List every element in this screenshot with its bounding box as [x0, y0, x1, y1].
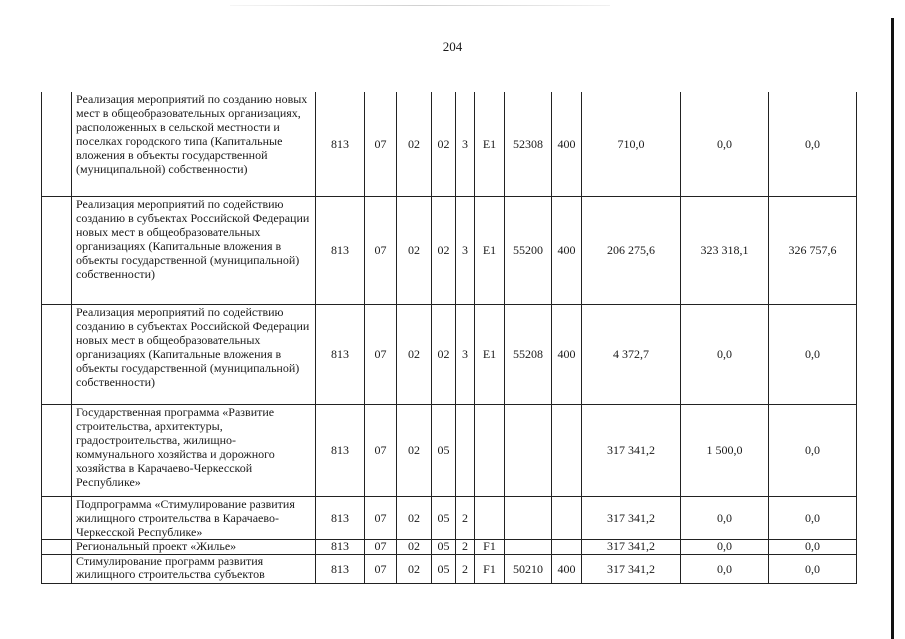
target-subprogram-code: 2	[456, 554, 475, 583]
target-direction-code: 55200	[505, 196, 552, 304]
target-direction-code	[505, 404, 552, 496]
target-direction-code: 55208	[505, 304, 552, 404]
target-subprogram-code: 2	[456, 539, 475, 554]
section-code: 07	[365, 304, 397, 404]
target-program-code: 02	[432, 196, 456, 304]
target-subprogram-code: 3	[456, 304, 475, 404]
table-row	[42, 554, 857, 583]
amount-year-3: 0,0	[769, 92, 857, 196]
subsection-code: 02	[397, 196, 432, 304]
subsection-code: 02	[397, 304, 432, 404]
amount-year-3: 326 757,6	[769, 196, 857, 304]
budget-table	[41, 92, 857, 584]
expense-type-code: 400	[552, 196, 582, 304]
target-program-code: 05	[432, 404, 456, 496]
grbs-code: 813	[316, 304, 365, 404]
expense-type-code	[552, 539, 582, 554]
table-row	[42, 92, 857, 196]
target-direction-code: 52308	[505, 92, 552, 196]
amount-year-3: 0,0	[769, 539, 857, 554]
expense-name: Подпрограмма «Стимулирование развития жилищного строительства в Карачаево-Черкесской Республике»	[72, 496, 316, 539]
row-marker-cell	[42, 554, 72, 583]
target-subprogram-code: 3	[456, 196, 475, 304]
amount-year-1: 4 372,7	[582, 304, 681, 404]
expense-name: Государственная программа «Развитие строительства, архитектуры, градостроительства, жилищно-коммунального хозяйства и дорожного хозяйства в Карачаево-Черкесской Республике»	[72, 404, 316, 496]
amount-year-3: 0,0	[769, 554, 857, 583]
amount-year-1: 710,0	[582, 92, 681, 196]
expense-name: Стимулирование программ развития жилищного строительства субъектов	[72, 554, 316, 583]
target-program-code: 02	[432, 304, 456, 404]
subsection-code: 02	[397, 496, 432, 539]
amount-year-2: 323 318,1	[681, 196, 769, 304]
amount-year-1: 317 341,2	[582, 539, 681, 554]
scan-edge-shadow	[891, 18, 894, 639]
amount-year-1: 317 341,2	[582, 496, 681, 539]
amount-year-1: 317 341,2	[582, 404, 681, 496]
scan-artifact-top	[230, 5, 610, 6]
target-direction-code	[505, 496, 552, 539]
target-subprogram-code: 2	[456, 496, 475, 539]
subsection-code: 02	[397, 539, 432, 554]
row-marker-cell	[42, 196, 72, 304]
table-row	[42, 304, 857, 404]
target-project-code: F1	[475, 539, 505, 554]
table-row	[42, 404, 857, 496]
amount-year-2: 0,0	[681, 304, 769, 404]
subsection-code: 02	[397, 404, 432, 496]
amount-year-3: 0,0	[769, 404, 857, 496]
expense-type-code: 400	[552, 554, 582, 583]
row-marker-cell	[42, 404, 72, 496]
subsection-code: 02	[397, 92, 432, 196]
grbs-code: 813	[316, 92, 365, 196]
target-project-code	[475, 496, 505, 539]
section-code: 07	[365, 539, 397, 554]
target-program-code: 02	[432, 92, 456, 196]
amount-year-2: 0,0	[681, 539, 769, 554]
expense-type-code	[552, 404, 582, 496]
target-project-code: E1	[475, 304, 505, 404]
target-project-code: F1	[475, 554, 505, 583]
target-direction-code	[505, 539, 552, 554]
subsection-code: 02	[397, 554, 432, 583]
grbs-code: 813	[316, 496, 365, 539]
row-marker-cell	[42, 304, 72, 404]
expense-type-code: 400	[552, 304, 582, 404]
amount-year-1: 317 341,2	[582, 554, 681, 583]
grbs-code: 813	[316, 554, 365, 583]
page-number: 204	[442, 39, 463, 54]
amount-year-2: 1 500,0	[681, 404, 769, 496]
expense-name: Реализация мероприятий по созданию новых мест в общеобразовательных организациях, расположенных в сельской местности и поселках городского типа (Капитальные вложения в объекты государственной (муниципальной) собственности)	[72, 92, 316, 196]
grbs-code: 813	[316, 404, 365, 496]
expense-name: Реализация мероприятий по содействию созданию в субъектах Российской Федерации новых мест в общеобразовательных организациях (Капитальные вложения в объекты государственной (муниципальной) собственности)	[72, 304, 316, 404]
row-marker-cell	[42, 539, 72, 554]
table-row	[42, 539, 857, 554]
section-code: 07	[365, 404, 397, 496]
expense-type-code	[552, 496, 582, 539]
target-subprogram-code	[456, 404, 475, 496]
section-code: 07	[365, 496, 397, 539]
target-program-code: 05	[432, 554, 456, 583]
amount-year-1: 206 275,6	[582, 196, 681, 304]
target-program-code: 05	[432, 496, 456, 539]
expense-name: Региональный проект «Жилье»	[72, 539, 316, 554]
expense-type-code: 400	[552, 92, 582, 196]
expense-name: Реализация мероприятий по содействию созданию в субъектах Российской Федерации новых мест в общеобразовательных организациях (Капитальные вложения в объекты государственной (муниципальной) собственности)	[72, 196, 316, 304]
section-code: 07	[365, 196, 397, 304]
row-marker-cell	[42, 496, 72, 539]
target-project-code: E1	[475, 196, 505, 304]
section-code: 07	[365, 92, 397, 196]
amount-year-2: 0,0	[681, 554, 769, 583]
target-subprogram-code: 3	[456, 92, 475, 196]
amount-year-3: 0,0	[769, 496, 857, 539]
amount-year-3: 0,0	[769, 304, 857, 404]
target-direction-code: 50210	[505, 554, 552, 583]
grbs-code: 813	[316, 539, 365, 554]
target-program-code: 05	[432, 539, 456, 554]
table-row	[42, 196, 857, 304]
amount-year-2: 0,0	[681, 92, 769, 196]
target-project-code	[475, 404, 505, 496]
section-code: 07	[365, 554, 397, 583]
grbs-code: 813	[316, 196, 365, 304]
table-row	[42, 496, 857, 539]
target-project-code: E1	[475, 92, 505, 196]
row-marker-cell	[42, 92, 72, 196]
amount-year-2: 0,0	[681, 496, 769, 539]
